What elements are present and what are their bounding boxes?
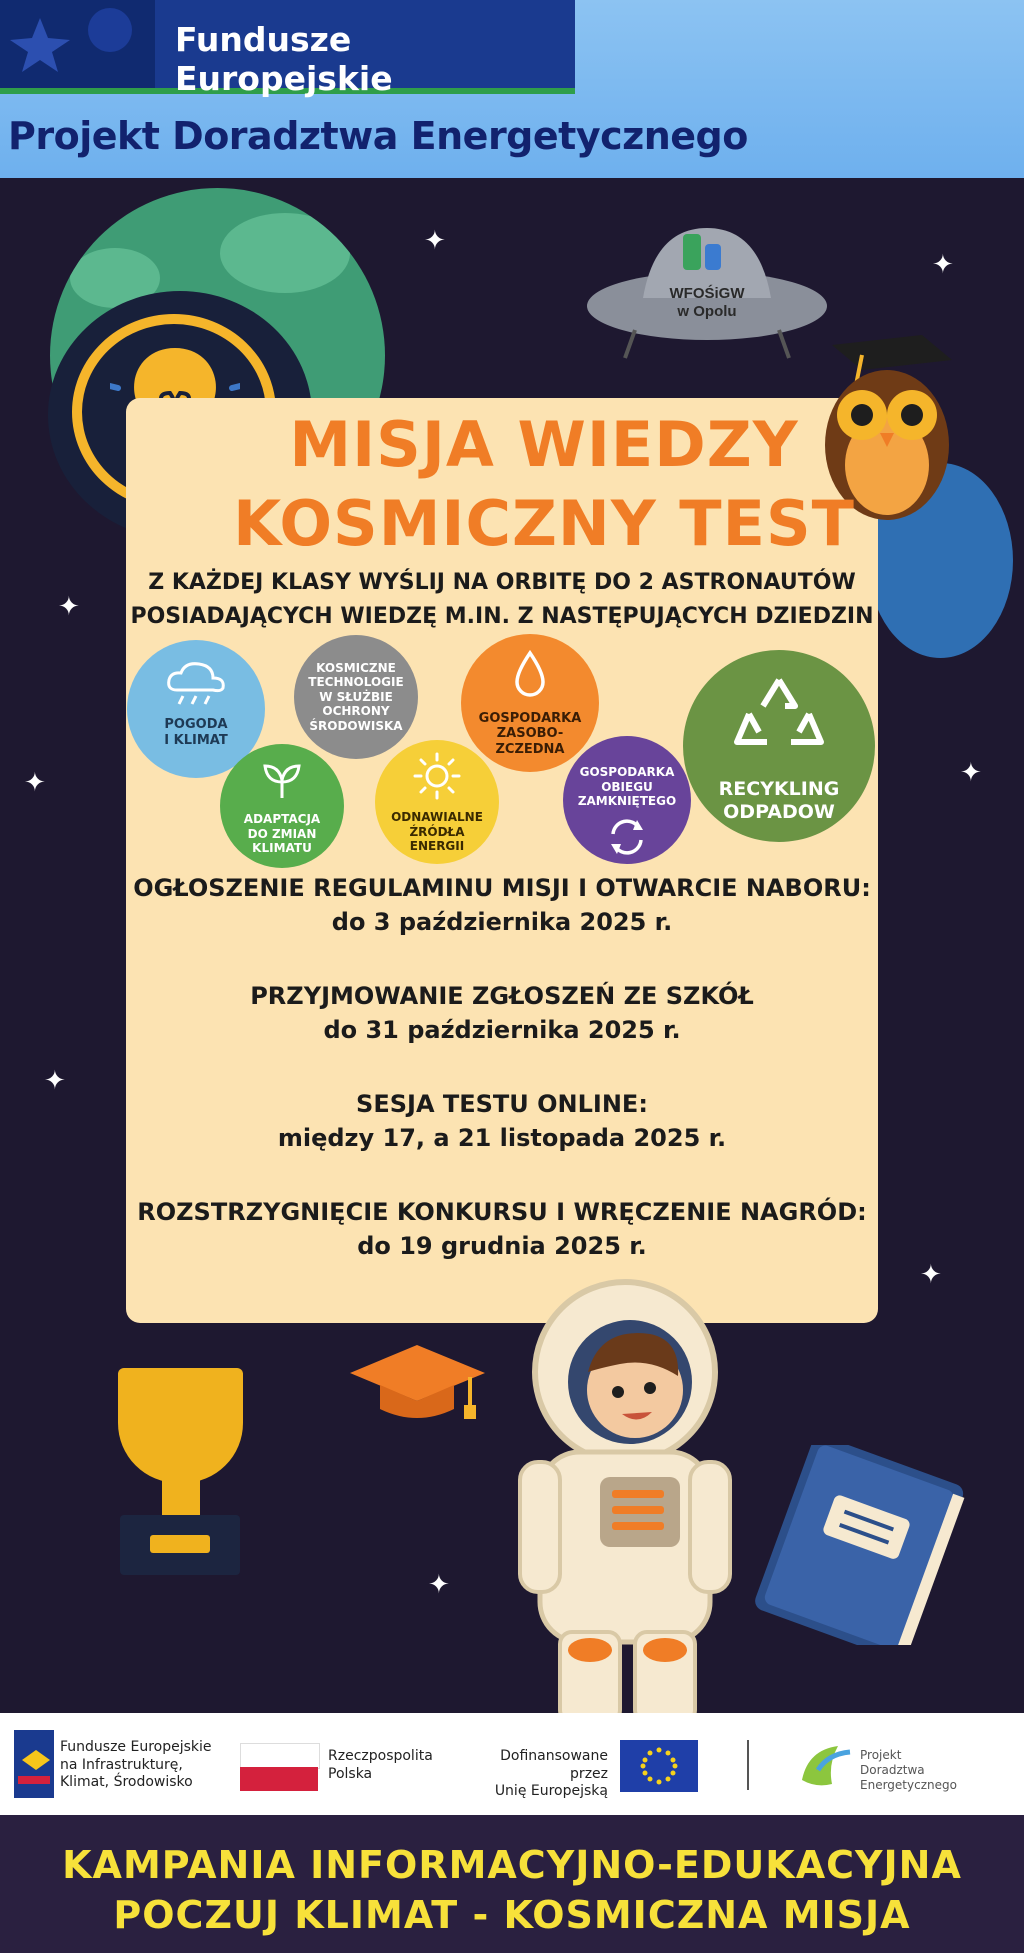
intro-line-2: POSIADAJĄCYCH WIEDZĘ M.IN. Z NASTĘPUJĄCYCH DZIEDZIN xyxy=(130,604,874,629)
cycle-arrows-icon xyxy=(607,818,647,856)
topic-label: ENERGII xyxy=(409,839,465,854)
sun-icon xyxy=(413,752,461,800)
rain-cloud-icon xyxy=(163,660,229,706)
ufo-label-1: WFOŚiGW xyxy=(669,285,745,302)
rp-logo-line: Polska xyxy=(328,1765,373,1782)
eu-logo-line: Dofinansowane przez xyxy=(500,1748,608,1782)
star-icon: ✦ xyxy=(44,1066,66,1096)
poland-flag-red xyxy=(240,1767,318,1791)
poland-flag-icon xyxy=(240,1743,320,1769)
topic-label: ZAMKNIĘTEGO xyxy=(577,794,677,809)
star-icon: ✦ xyxy=(960,758,982,788)
logo-divider xyxy=(747,1740,749,1790)
ufo-icon xyxy=(585,218,829,364)
topic-label: RECYKLING xyxy=(718,778,840,801)
trophy-plate xyxy=(150,1535,210,1553)
topic-label: OBIEGU xyxy=(601,779,653,794)
topic-label: TECHNOLOGIE xyxy=(308,675,404,690)
pde-logo-line: Projekt xyxy=(860,1748,902,1762)
fe-logo-text xyxy=(60,1739,212,1792)
eu-logo-text xyxy=(460,1748,608,1801)
fe-logo-line: Klimat, Środowisko xyxy=(60,1774,193,1790)
star-icon: ✦ xyxy=(24,768,46,798)
schedule-heading: OGŁOSZENIE REGULAMINU MISJI I OTWARCIE NABORU: xyxy=(133,874,871,902)
schedule-item xyxy=(126,874,878,936)
eu-stars-graphic xyxy=(0,0,155,88)
star-icon: ✦ xyxy=(424,226,446,256)
topic-label: DO ZMIAN xyxy=(247,826,317,841)
topic-label: KLIMATU xyxy=(252,841,312,856)
topic-circular-economy xyxy=(563,736,691,864)
schedule-date: do 19 grudnia 2025 r. xyxy=(357,1232,647,1260)
schedule-heading: ROZSTRZYGNIĘCIE KONKURSU I WRĘCZENIE NAGRÓD: xyxy=(137,1198,867,1226)
topic-label: GOSPODARKA xyxy=(478,710,582,726)
star-icon: ✦ xyxy=(920,1260,942,1290)
water-drop-icon xyxy=(513,650,547,700)
topic-label: ADAPTACJA xyxy=(243,812,321,827)
topic-label: ŹRÓDŁA xyxy=(409,824,465,839)
topic-label: KOSMICZNE xyxy=(316,661,396,676)
pde-logo-icon xyxy=(798,1740,854,1790)
mission-title: MISJA WIEDZY xyxy=(289,408,799,481)
fe-logo-line: Fundusze Europejskie xyxy=(60,1739,212,1755)
topic-waste-recycling xyxy=(683,650,875,842)
topic-label: ODPADOW xyxy=(723,801,835,823)
trophy-icon xyxy=(118,1368,243,1483)
topic-space-technologies xyxy=(294,635,418,759)
topic-label: OCHRONY xyxy=(322,704,390,719)
topic-renewable-energy xyxy=(375,740,499,864)
schedule-date: do 31 października 2025 r. xyxy=(323,1016,681,1044)
footer-line-1: KAMPANIA INFORMACYJNO-EDUKACYJNA xyxy=(62,1843,962,1887)
ufo-label-2: w Opolu xyxy=(677,303,737,320)
topic-resource-economy xyxy=(461,634,599,772)
schedule-item xyxy=(126,982,878,1044)
leaf-icon xyxy=(261,760,303,800)
badge-title: Fundusze Europejskie xyxy=(175,20,393,98)
eu-flag-icon xyxy=(620,1740,698,1792)
pde-logo-line: Doradztwa Energetycznego xyxy=(860,1763,957,1792)
recycle-icon xyxy=(733,674,825,760)
schedule-item xyxy=(126,1198,878,1260)
fundusze-europejskie-logo-icon xyxy=(14,1730,54,1798)
rp-logo-line: Rzeczpospolita xyxy=(328,1748,433,1764)
schedule-heading: PRZYJMOWANIE ZGŁOSZEŃ ZE SZKÓŁ xyxy=(250,982,754,1010)
astronaut-icon xyxy=(500,1272,775,1722)
topic-label: ODNAWIALNE xyxy=(391,810,483,825)
topic-climate-adaptation xyxy=(220,744,344,868)
header-subtitle: Projekt Doradztwa Energetycznego xyxy=(8,114,748,158)
topic-label: ŚRODOWISKA xyxy=(309,718,403,733)
graduation-cap-icon xyxy=(350,1345,485,1425)
schedule-item xyxy=(126,1090,878,1152)
topic-label: ZCZEDNA xyxy=(495,741,565,757)
topic-label: GOSPODARKA xyxy=(579,765,675,780)
trophy-stem xyxy=(162,1475,200,1515)
pde-logo-text xyxy=(860,1748,1024,1793)
eu-logo-line: Unię Europejską xyxy=(494,1783,608,1799)
schedule-date: do 3 października 2025 r. xyxy=(331,908,673,936)
footer-line-2: POCZUJ KLIMAT - KOSMICZNA MISJA xyxy=(113,1893,911,1937)
topic-label: W SŁUŻBIE xyxy=(319,689,393,704)
book-icon xyxy=(740,1445,980,1645)
topic-label: POGODA xyxy=(164,717,228,733)
fundusze-badge xyxy=(0,0,575,98)
topic-label: ZASOBO- xyxy=(496,726,564,742)
star-icon: ✦ xyxy=(58,592,80,622)
star-icon: ✦ xyxy=(428,1570,450,1600)
schedule-heading: SESJA TESTU ONLINE: xyxy=(356,1090,648,1118)
rp-logo-text xyxy=(328,1748,433,1783)
header-banner xyxy=(0,0,1024,178)
intro-line-1: Z KAŻDEJ KLASY WYŚLIJ NA ORBITĘ DO 2 ASTRONAUTÓW xyxy=(148,570,856,595)
mission-subtitle: KOSMICZNY TEST xyxy=(233,487,855,560)
schedule-date: między 17, a 21 listopada 2025 r. xyxy=(277,1124,727,1152)
star-icon: ✦ xyxy=(932,250,954,280)
fe-logo-line: na Infrastrukturę, xyxy=(60,1756,183,1773)
topic-label: I KLIMAT xyxy=(164,733,228,748)
